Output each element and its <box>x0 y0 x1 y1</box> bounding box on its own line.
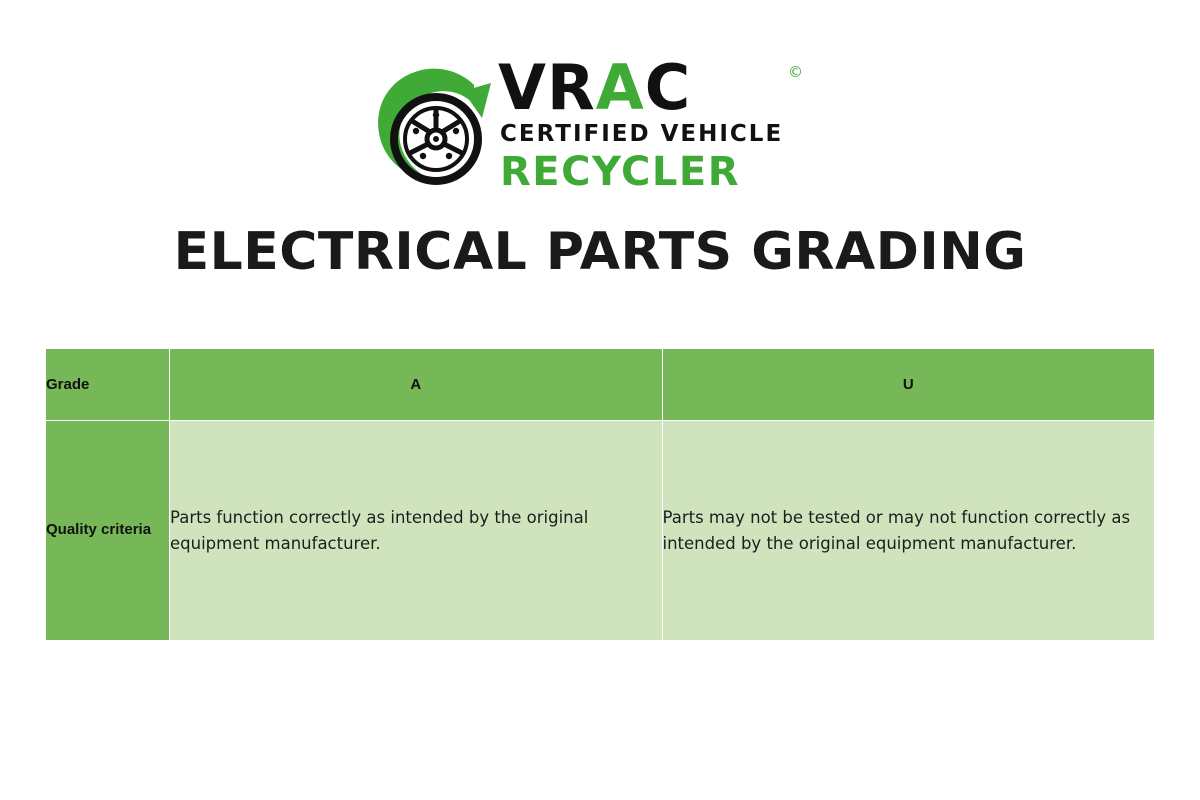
logo-tagline-recycler: RECYCLER <box>500 148 740 195</box>
page-title: ELECTRICAL PARTS GRADING <box>173 222 1027 282</box>
logo-letter-c: C <box>644 50 692 124</box>
logo-inner <box>370 50 830 200</box>
logo-letter-r: R <box>546 50 596 124</box>
row-label-quality-criteria: Quality criteria <box>46 421 170 641</box>
table-header-row <box>46 349 1155 421</box>
logo-vrac-word <box>498 50 692 124</box>
header-grade: Grade <box>46 349 170 421</box>
table-row <box>46 421 1155 641</box>
logo-letter-v: V <box>498 50 547 124</box>
logo-wordmark <box>498 50 828 195</box>
cell-grade-u-quality-criteria: Parts may not be tested or may not function correctly as intended by the original equipment manufacturer. <box>662 421 1155 641</box>
logo-letter-a: A <box>595 50 645 124</box>
header-grade-a: A <box>170 349 663 421</box>
grading-table <box>45 348 1155 641</box>
logo-tagline-certified-vehicle: CERTIFIED VEHICLE <box>500 120 784 147</box>
cell-grade-a-quality-criteria: Parts function correctly as intended by the original equipment manufacturer. <box>170 421 663 641</box>
header-grade-u: U <box>662 349 1155 421</box>
wheel-with-arrow-logo-icon <box>370 61 510 193</box>
brand-logo <box>0 52 1200 202</box>
copyright-icon: © <box>788 62 803 81</box>
